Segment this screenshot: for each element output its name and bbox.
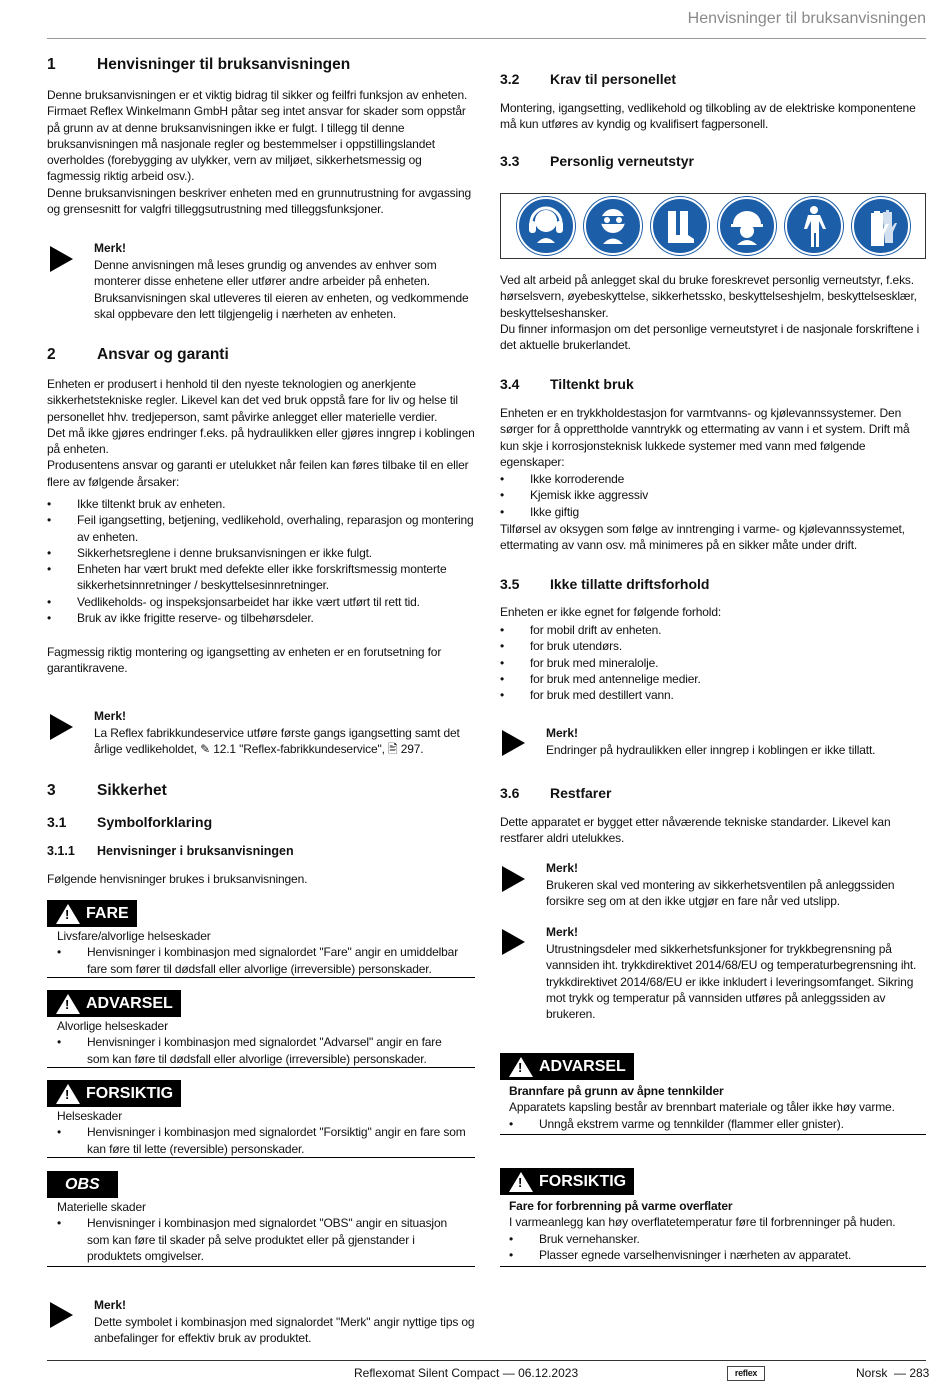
list-item — [500, 471, 930, 487]
warning-triangle-icon — [509, 1172, 533, 1192]
section-number: 3.1 — [47, 814, 67, 830]
section-3-1-heading — [47, 814, 212, 830]
text-line: som kan føre til skader på selve produktet eller på gjenstander i — [87, 1232, 415, 1247]
bullet: • — [500, 671, 505, 686]
signal-rule — [500, 1266, 926, 1267]
text-block — [87, 1124, 466, 1157]
text-line: Bruk vernehansker. — [539, 1231, 640, 1246]
s1-paragraph — [47, 87, 477, 217]
safety-boots-icon — [651, 197, 709, 255]
hearing-protection-icon — [517, 197, 575, 255]
note-arrow-icon — [502, 866, 525, 892]
section-title: Henvisninger til bruksanvisningen — [97, 56, 351, 73]
signal-rule — [47, 1067, 475, 1068]
fire-hazard-warning — [509, 1083, 929, 1132]
list-item — [500, 504, 930, 520]
text-line: sikkerhetstekniske regler. Likevel kan det ved bruk oppstå fare for liv og helse til — [47, 393, 458, 408]
text-line: som kan føre til dødsfall eller alvorlige (irreversible) personskader. — [87, 1051, 427, 1066]
text-line: Denne bruksanvisningen beskriver enheten med en grunnutrustning for avgassing — [47, 185, 472, 200]
warning-triangle-icon — [56, 1084, 80, 1104]
text-line: fagmessig riktig arbeid osv.). — [47, 169, 195, 184]
signal-subtitle: Helseskader — [57, 1109, 123, 1123]
bullet: • — [57, 1216, 62, 1231]
signal-desc-warning — [57, 1018, 475, 1067]
footer-page-number: Norsk — 283 — [856, 1366, 930, 1380]
section-title: Personlig verneutstyr — [550, 153, 694, 169]
text-line: på enheten. — [47, 442, 109, 457]
s36-paragraph — [500, 814, 930, 847]
text-line: årlige vedlikeholdet, ✎ 12.1 "Reflex-fabrikkundeservice", 🖹 297. — [94, 742, 424, 757]
section-title: Restfarer — [550, 785, 612, 801]
bullet: • — [500, 688, 505, 703]
note-title: Merk! — [94, 241, 127, 255]
text-line: flere av følgende årsaker: — [47, 474, 180, 489]
warning-mark: ! — [518, 1174, 523, 1190]
text-line: Kjemisk ikke aggressiv — [530, 488, 649, 503]
signal-word: FORSIKTIG — [539, 1172, 627, 1190]
note-title: Merk! — [94, 1298, 127, 1312]
text-line: Fagmessig riktig montering og igangsetting av enheten er en forutsetning for — [47, 645, 442, 659]
list-item — [500, 622, 930, 638]
list-item — [47, 610, 477, 626]
signal-rule — [47, 977, 475, 978]
text-line: Denne bruksanvisningen er et viktig bidrag til sikker og feilfri funksjon av enheten. — [47, 88, 468, 102]
s2-paragraph — [47, 376, 477, 490]
signal-subtitle: Materielle skader — [57, 1200, 146, 1214]
text-line: Ved alt arbeid på anlegget skal du bruke foreskrevet personlig verneutstyr, f.eks. — [500, 273, 914, 287]
signal-word: ADVARSEL — [539, 1057, 626, 1075]
text-line: for bruk med destillert vann. — [530, 688, 674, 703]
note-arrow-icon — [50, 1302, 73, 1328]
text-line: Dette apparatet er bygget etter nåværende tekniske standarder. Likevel kan — [500, 815, 891, 829]
s36-note-2 — [546, 925, 931, 1022]
text-block — [77, 561, 447, 594]
safety-helmet-icon — [718, 197, 776, 255]
signal-subtitle: Alvorlige helseskader — [57, 1019, 168, 1033]
text-line: forsikre seg om at den ikke utgjør en fare når ved utslipp. — [546, 894, 840, 909]
bullet: • — [57, 1125, 62, 1140]
section-number: 3.3 — [500, 153, 520, 169]
text-line: egenskaper: — [500, 454, 565, 469]
text-line: fare som fører til dødsfall eller alvorlige (irreversible) personskader. — [87, 961, 432, 976]
text-line: for bruk med mineralolje. — [530, 655, 659, 670]
list-item — [47, 512, 477, 545]
text-line: bruksanvisningen må nasjonale regler og bestemmelser i oppstillingslandet — [47, 136, 435, 151]
footer-document-title: Reflexomat Silent Compact — 06.12.2023 — [354, 1366, 579, 1380]
text-line: kun skje i korrosjonsteknisk lukkede systemer med vann med følgende — [500, 438, 866, 453]
text-line: Vedlikeholds- og inspeksjonsarbeidet har ikke vært utført til rett tid. — [77, 594, 420, 609]
text-line: personellet hhv. tredjeperson, samt påvirke anlegget eller materielle verdier. — [47, 409, 438, 424]
text-line: av enheten. — [77, 529, 139, 544]
list-item — [57, 944, 475, 977]
note-title: Merk! — [546, 726, 579, 740]
bullet: • — [500, 472, 505, 486]
warning-triangle-icon — [56, 904, 80, 924]
text-line: for bruk med antennelige medier. — [530, 671, 701, 686]
text-line: Henvisninger i kombinasjon med signalordet "Advarsel" angir en fare — [87, 1035, 442, 1050]
text-line: Enheten er en trykkholdestasjon for varmtvanns- og kjølevannssystemer. Den — [500, 406, 902, 420]
signal-word-warning — [500, 1053, 634, 1080]
text-line: Henvisninger i kombinasjon med signalordet "Forsiktig" angir en fare som — [87, 1125, 466, 1140]
list-item — [509, 1231, 929, 1247]
text-line: Utrustningsdeler med sikkerhetsfunksjoner for trykkbegrensning på — [546, 942, 892, 956]
text-line: Plasser egnede varselhenvisninger i nærheten av apparatet. — [539, 1247, 852, 1262]
text-line: Enheten er produsert i henhold til den nyeste teknologien og anerkjente — [47, 377, 416, 391]
signal-desc-danger — [57, 928, 475, 977]
text-line: Tilførsel av oksygen som følge av inntrenging i varme- og kjølevannssystemet, — [500, 522, 905, 536]
s2-paragraph-2 — [47, 644, 477, 677]
bullet: • — [509, 1231, 514, 1246]
s35-note — [546, 726, 926, 758]
bullet: • — [57, 945, 62, 960]
text-line: og grensesnitt for valgfri tilleggsutrustning med tilleggsfunksjoner. — [47, 202, 384, 217]
s35-bullet-list — [500, 622, 930, 703]
s34-bullet-list — [500, 471, 930, 520]
bullet: • — [47, 562, 52, 577]
warning-mark: ! — [65, 1086, 70, 1102]
text-line: beskyttelseshansker. — [500, 305, 609, 320]
list-item — [500, 487, 930, 503]
s2-note — [94, 709, 479, 758]
section-1-heading — [47, 56, 350, 74]
section-number: 3.6 — [500, 785, 520, 801]
note-title: Merk! — [546, 861, 579, 875]
s2-bullet-list — [47, 496, 477, 626]
bullet: • — [500, 639, 505, 654]
bullet: • — [47, 594, 52, 609]
section-3-1-1-heading — [47, 844, 294, 858]
bullet: • — [500, 488, 505, 503]
section-number: 1 — [47, 56, 56, 73]
note-arrow-icon — [50, 246, 73, 272]
text-line: restfarer aldri utelukkes. — [500, 831, 625, 846]
section-3-4-heading — [500, 376, 634, 392]
section-number: 3.1.1 — [47, 844, 75, 858]
section-title: Ikke tillatte driftsforhold — [550, 576, 710, 592]
note-arrow-icon — [502, 730, 525, 756]
section-title: Sikkerhet — [97, 782, 167, 799]
list-item — [509, 1116, 929, 1132]
list-item — [500, 671, 930, 687]
text-block — [87, 1034, 442, 1067]
list-item — [509, 1247, 929, 1263]
signal-rule — [47, 1266, 475, 1267]
section-2-heading — [47, 346, 229, 364]
text-line: Firmaet Reflex Winkelmann GmbH påtar seg intet ansvar for skader som oppstår — [47, 104, 466, 119]
text-line: Feil igangsetting, betjening, vedlikehold, overhaling, reparasjon og montering — [77, 513, 474, 528]
list-item — [47, 496, 477, 512]
list-item — [47, 545, 477, 561]
section-title: Krav til personellet — [550, 71, 677, 87]
burn-hazard-caution — [509, 1198, 929, 1263]
s3-note — [94, 1298, 479, 1347]
warning-mark: ! — [65, 996, 70, 1012]
text-block — [77, 512, 474, 545]
section-number: 3.4 — [500, 376, 520, 392]
text-line: sikkerhetsinnretninger / beskyttelsesinnretninger. — [77, 578, 329, 593]
section-title: Tiltenkt bruk — [550, 376, 634, 392]
signal-subtitle: Livsfare/alvorlige helseskader — [57, 929, 211, 943]
text-line: Ikke giftig — [530, 504, 580, 519]
text-line: kan føre til lette (reversible) personskader. — [87, 1141, 305, 1156]
bullet: • — [500, 504, 505, 519]
reflex-logo: reflex — [727, 1366, 765, 1381]
bullet: • — [47, 497, 52, 511]
s3-intro: Følgende henvisninger brukes i bruksanvisningen. — [47, 872, 308, 886]
section-number: 3.5 — [500, 576, 520, 592]
list-item — [57, 1034, 475, 1067]
list-item — [500, 655, 930, 671]
s1-note — [94, 241, 479, 322]
text-line: Bruk av ikke frigitte reserve- og tilbehørsdeler. — [77, 611, 314, 626]
text-line: produktets omgivelser. — [87, 1248, 204, 1263]
eye-protection-icon — [584, 197, 642, 255]
text-block — [87, 1215, 447, 1264]
section-3-6-heading — [500, 785, 611, 801]
note-arrow-icon — [50, 714, 73, 740]
text-line: må kun utføres av kyndig og kvalifisert fagpersonell. — [500, 117, 769, 132]
text-line: Du finner informasjon om det personlige verneutstyret i de nasjonale forskriftene i — [500, 321, 920, 336]
protective-clothing-icon — [785, 197, 843, 255]
section-number: 3 — [47, 782, 56, 799]
warning-mark: ! — [518, 1059, 523, 1075]
list-item — [57, 1124, 475, 1157]
text-line: Unngå ekstrem varme og tennkilder (flammer eller gnister). — [539, 1116, 844, 1131]
text-line: Sikkerhetsreglene i denne bruksanvisningen er ikke fulgt. — [77, 545, 372, 560]
section-3-heading — [47, 782, 167, 800]
text-block — [87, 944, 458, 977]
note-title: Merk! — [546, 925, 579, 939]
s33-paragraph — [500, 272, 930, 353]
text-line: hørselsvern, øyebeskyttelse, sikkerhetssko, beskyttelseshjelm, beskyttelsesklær, — [500, 289, 917, 304]
signal-rule — [500, 1134, 926, 1135]
protective-gloves-icon — [852, 197, 910, 255]
text-line: Endringer på hydraulikken eller inngrep i koblingen er ikke tillatt. — [546, 743, 876, 757]
signal-word: ADVARSEL — [86, 994, 173, 1012]
caution-title: Fare for forbrenning på varme overflater — [509, 1199, 733, 1213]
text-line: på grunn av at denne bruksanvisningen ikke er fulgt. I tillegg til denne — [47, 120, 405, 135]
section-title: Henvisninger i bruksanvisningen — [97, 844, 294, 858]
text-line: skal oppbevare den lett tilgjengelig i nærheten av enheten. — [94, 306, 397, 321]
caution-text: I varmeanlegg kan høy overflatetemperatur føre til forbrenninger på huden. — [509, 1215, 896, 1230]
bullet: • — [57, 1035, 62, 1050]
s34-paragraph — [500, 405, 930, 470]
header-rule — [47, 38, 926, 39]
text-line: Produsentens ansvar og garanti er utelukket når feilen kan føres tilbake til en eller — [47, 458, 469, 473]
signal-word-danger — [47, 900, 137, 927]
text-line: brukeren. — [546, 1007, 596, 1022]
text-line: Bruksanvisningen skal utleveres til eieren av enheten, og vedkommende — [94, 290, 469, 305]
running-header: Henvisninger til bruksanvisningen — [687, 10, 926, 27]
text-line: for mobil drift av enheten. — [530, 623, 662, 637]
text-line: monterer disse enhetene eller utfører andre arbeider på enheten. — [94, 274, 430, 289]
section-3-5-heading — [500, 576, 709, 592]
signal-word-caution — [47, 1080, 181, 1107]
warning-mark: ! — [65, 906, 70, 922]
text-line: La Reflex fabrikkundeservice utføre første gangs igangsetting samt det — [94, 726, 460, 740]
s36-note-1 — [546, 861, 926, 910]
text-line: Ikke korroderende — [530, 472, 625, 486]
text-line: sørger for å opprettholde vanntrykk og ettermating av vann i et system. Drift må — [500, 422, 910, 437]
bullet: • — [47, 545, 52, 560]
list-item — [57, 1215, 475, 1264]
bullet: • — [509, 1247, 514, 1262]
signal-word: FARE — [86, 904, 129, 922]
text-line: mot trykk og temperatur på vannsiden utføres på anleggssiden av — [546, 990, 886, 1005]
section-title: Symbolforklaring — [97, 814, 213, 830]
list-item — [500, 687, 930, 703]
bullet: • — [500, 623, 505, 637]
signal-word-caution — [500, 1168, 634, 1195]
text-line: Montering, igangsetting, vedlikehold og tilkobling av de elektriske komponentene — [500, 101, 916, 115]
text-line: vannsiden iht. trykkdirektivet 2014/68/EU og temperaturbegrensning iht. — [546, 958, 917, 973]
signal-desc-notice — [57, 1199, 475, 1264]
text-line: Henvisninger i kombinasjon med signalordet "OBS" angir en situasjon — [87, 1216, 447, 1231]
section-title: Ansvar og garanti — [97, 346, 229, 363]
signal-word-notice — [47, 1171, 118, 1198]
bullet: • — [509, 1116, 514, 1131]
text-line: trykkdirektivet 2014/68/EU er ikke inkludert i leveringsomfanget. Sikring — [546, 974, 914, 989]
footer-rule — [47, 1360, 926, 1361]
text-line: overholdes (forebygging av ulykker, vern av miljøet, sikkerhetsmessig og — [47, 153, 422, 168]
signal-word: FORSIKTIG — [86, 1084, 174, 1102]
list-item — [47, 594, 477, 610]
text-line: Dette symbolet i kombinasjon med signalordet "Merk" angir nyttige tips og — [94, 1315, 475, 1329]
note-title: Merk! — [94, 709, 127, 723]
list-item — [47, 561, 477, 594]
section-3-3-heading — [500, 153, 694, 169]
text-line: Ikke tiltenkt bruk av enheten. — [77, 497, 226, 511]
section-3-2-heading — [500, 71, 676, 87]
text-line: garantikravene. — [47, 661, 128, 676]
signal-word: OBS — [65, 1175, 100, 1193]
text-line: det aktuelle brukerlandet. — [500, 338, 631, 353]
signal-rule — [47, 1157, 475, 1158]
text-line: ettermating av vann osv. må minimeres på en sikker måte under drift. — [500, 538, 858, 553]
text-line: Det må ikke gjøres endringer f.eks. på hydraulikken eller gjøres inngrep i koblingen — [47, 425, 475, 440]
text-line: Brukeren skal ved montering av sikkerhetsventilen på anleggssiden — [546, 878, 895, 892]
s35-intro: Enheten er ikke egnet for følgende forhold: — [500, 605, 722, 619]
bullet: • — [500, 655, 505, 670]
warning-title: Brannfare på grunn av åpne tennkilder — [509, 1084, 724, 1098]
note-arrow-icon — [502, 929, 525, 955]
text-line: Enheten har vært brukt med defekte eller ikke forskriftsmessig monterte — [77, 562, 447, 577]
bullet: • — [47, 513, 52, 528]
list-item — [500, 638, 930, 654]
text-line: Denne anvisningen må leses grundig og anvendes av enhver som — [94, 258, 437, 272]
warning-text: Apparatets kapsling består av brennbart materiale og tåler ikke høy varme. — [509, 1100, 895, 1115]
warning-triangle-icon — [509, 1057, 533, 1077]
s32-paragraph — [500, 100, 930, 133]
s34-paragraph-2 — [500, 521, 930, 554]
bullet: • — [47, 611, 52, 626]
warning-triangle-icon — [56, 994, 80, 1014]
section-number: 2 — [47, 346, 56, 363]
signal-desc-caution — [57, 1108, 475, 1157]
text-line: for bruk utendørs. — [530, 639, 623, 654]
section-number: 3.2 — [500, 71, 520, 87]
signal-word-warning — [47, 990, 181, 1017]
text-line: anbefalinger for effektiv bruk av produktet. — [94, 1331, 312, 1346]
text-line: Henvisninger i kombinasjon med signalordet "Fare" angir en umiddelbar — [87, 945, 459, 960]
ppe-symbol-box — [500, 193, 926, 259]
